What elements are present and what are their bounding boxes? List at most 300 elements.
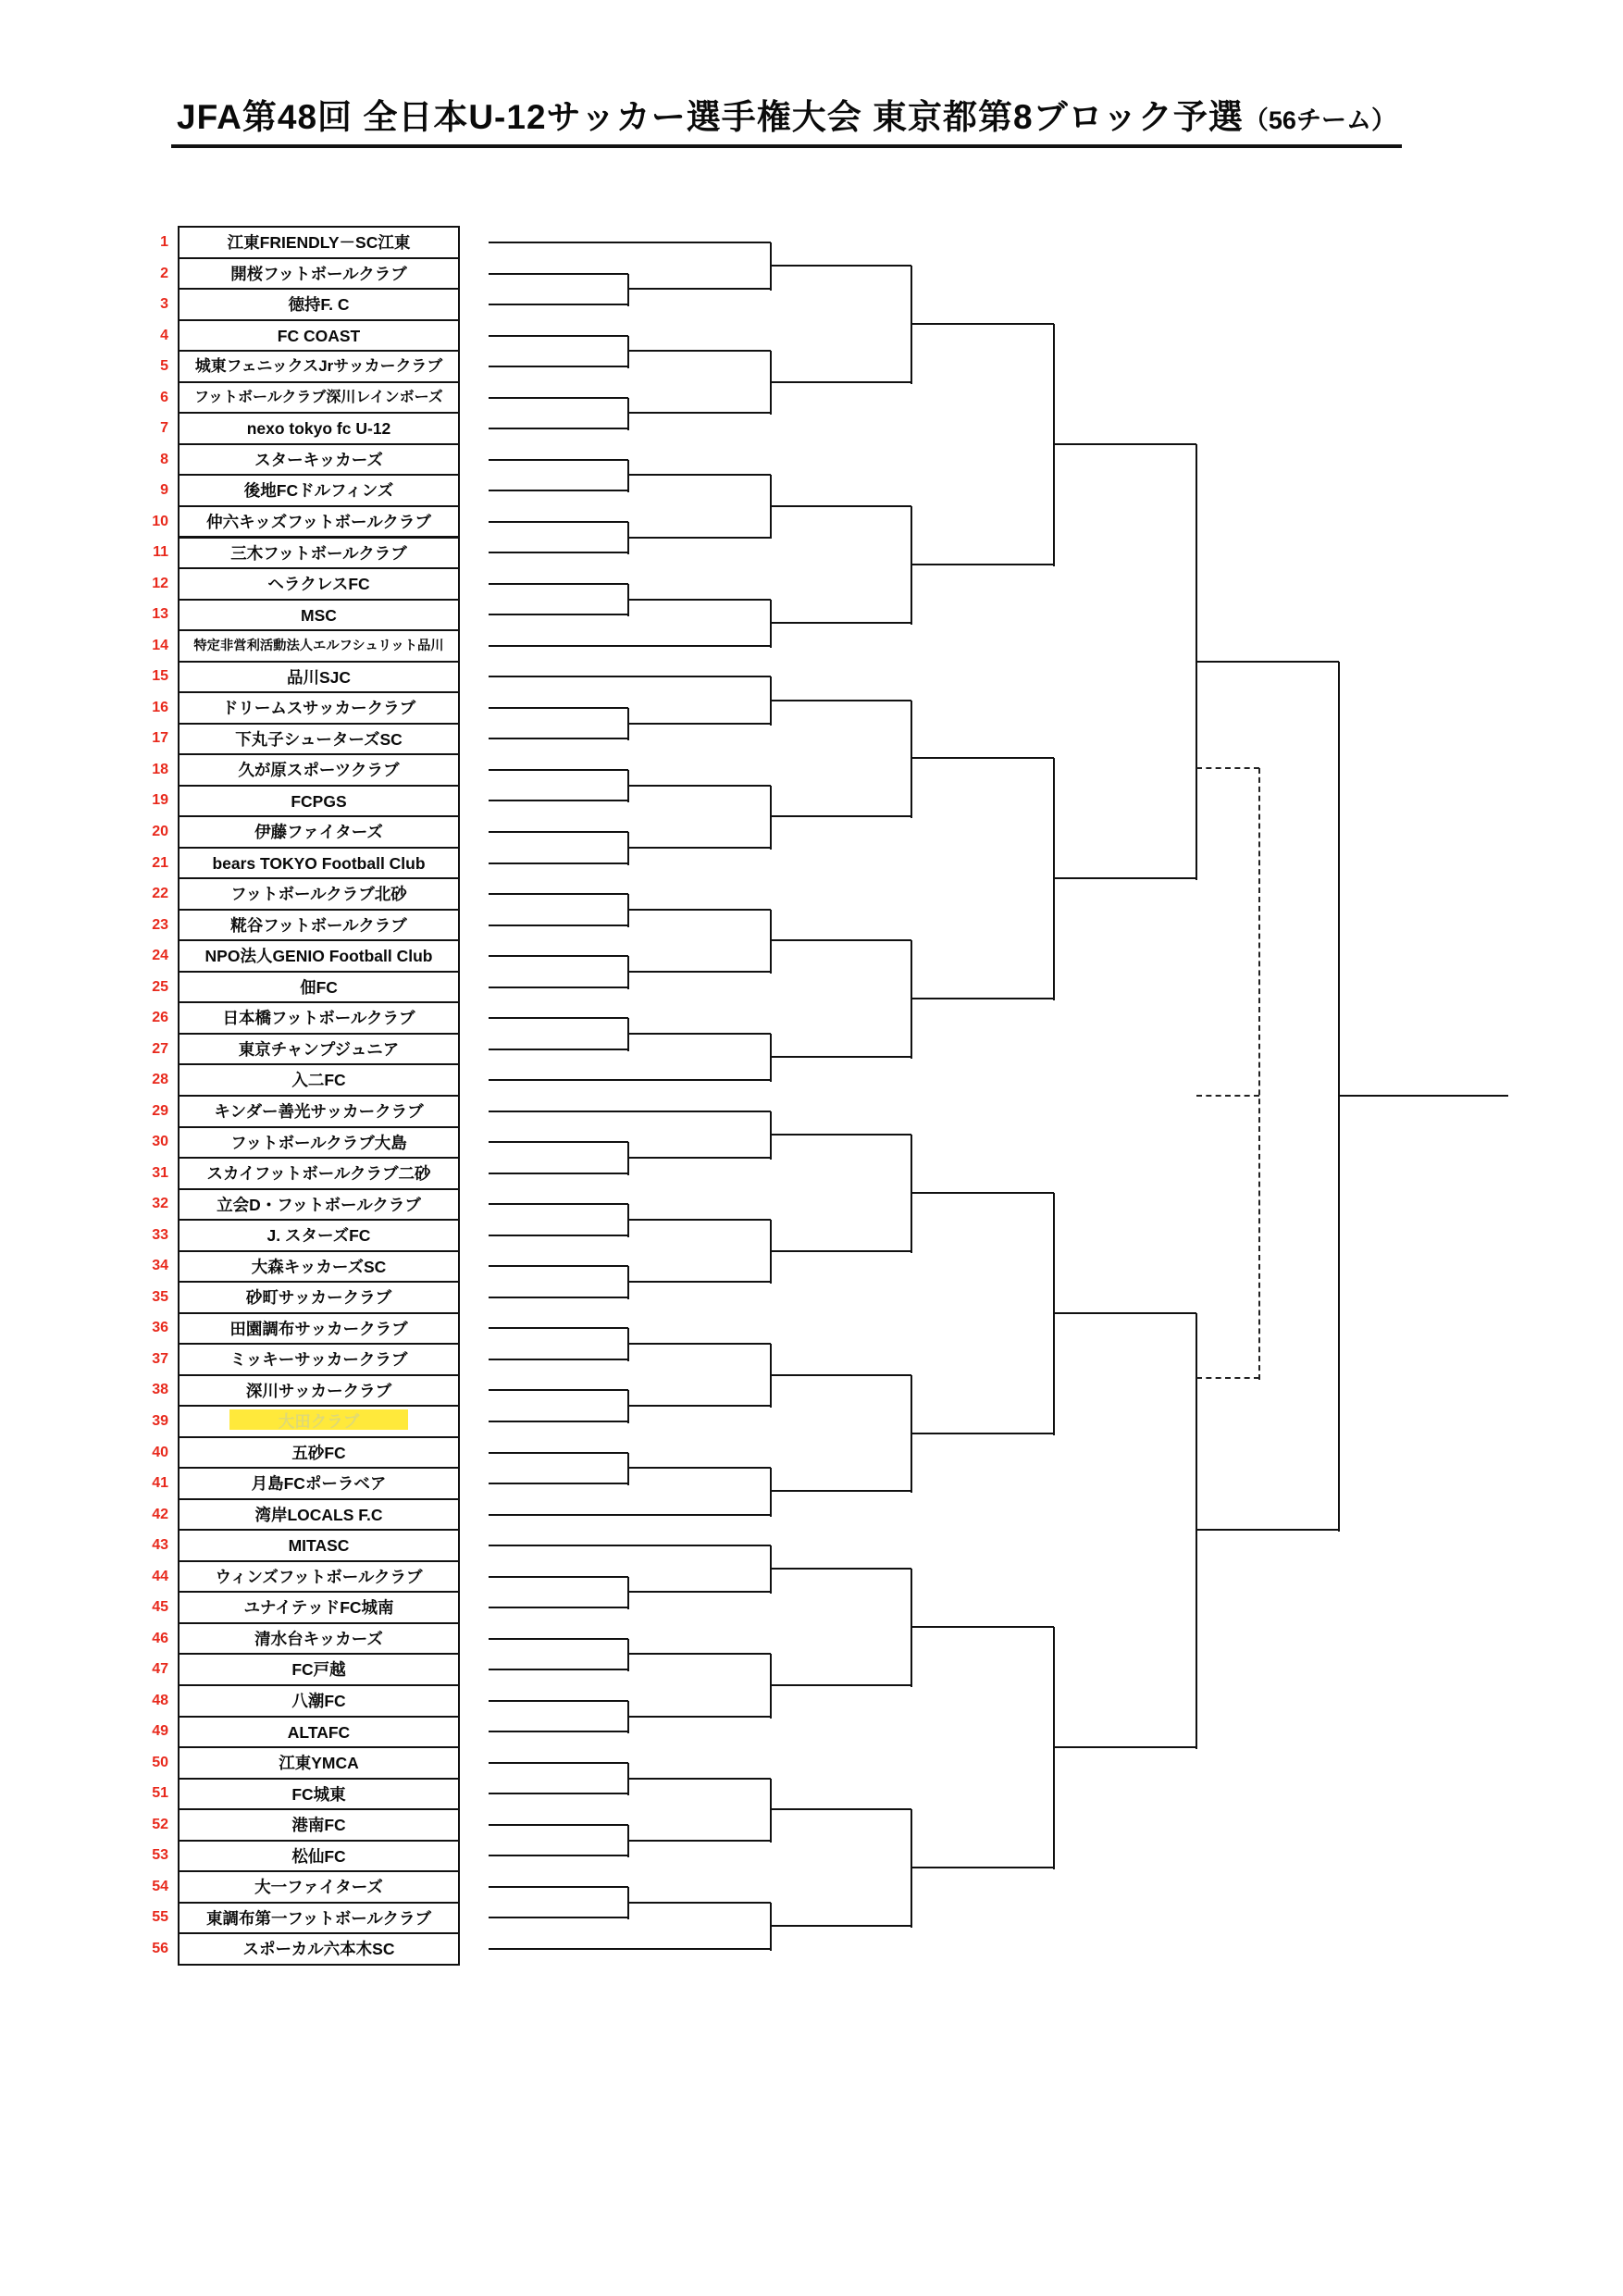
bracket-line-vertical bbox=[770, 786, 772, 850]
team-name: MSC bbox=[301, 605, 337, 625]
bracket-line-vertical bbox=[770, 910, 772, 974]
team-number: 46 bbox=[152, 1630, 168, 1646]
bracket-line-vertical bbox=[627, 1825, 629, 1858]
team-leaf-line bbox=[489, 1297, 628, 1298]
team-number: 53 bbox=[152, 1847, 168, 1864]
match-connector bbox=[911, 564, 1054, 565]
match-connector bbox=[771, 939, 911, 941]
team-number: 16 bbox=[152, 699, 168, 715]
team-leaf-line bbox=[489, 707, 628, 709]
team-number: 35 bbox=[152, 1288, 168, 1305]
team-leaf-line bbox=[489, 800, 628, 801]
team-number: 42 bbox=[152, 1506, 168, 1522]
team-leaf-line bbox=[489, 1235, 628, 1236]
team-leaf-line bbox=[489, 1389, 628, 1391]
bracket-line-vertical bbox=[770, 1545, 772, 1594]
team-number: 30 bbox=[152, 1134, 168, 1150]
match-connector bbox=[911, 1867, 1054, 1868]
team-number: 17 bbox=[152, 730, 168, 747]
team-box bbox=[178, 412, 460, 445]
team-box bbox=[178, 1374, 460, 1408]
team-name: J. スターズFC bbox=[266, 1226, 371, 1246]
team-name: ミッキーサッカークラブ bbox=[229, 1350, 408, 1370]
team-number: 50 bbox=[152, 1754, 168, 1770]
team-leaf-line bbox=[489, 1700, 628, 1702]
team-number: 12 bbox=[152, 575, 168, 591]
team-leaf-line-bye bbox=[489, 1514, 771, 1516]
team-name: 特定非営利活動法人エルフシュリット品川 bbox=[193, 639, 444, 654]
match-connector bbox=[911, 1626, 1054, 1628]
match-connector bbox=[911, 1192, 1054, 1194]
match-connector bbox=[628, 1157, 771, 1159]
team-name: FCPGS bbox=[291, 791, 347, 811]
team-box bbox=[178, 226, 460, 259]
team-leaf-line bbox=[489, 1855, 628, 1856]
team-number: 5 bbox=[160, 358, 168, 375]
bracket-line-vertical bbox=[911, 1375, 912, 1494]
team-leaf-line bbox=[489, 1731, 628, 1732]
team-leaf-line bbox=[489, 1017, 628, 1019]
team-name: MITASC bbox=[288, 1536, 350, 1556]
bracket-line-vertical bbox=[911, 266, 912, 384]
team-leaf-line-bye bbox=[489, 1079, 771, 1081]
bracket-line-vertical bbox=[1053, 1627, 1055, 1869]
match-connector bbox=[911, 323, 1054, 325]
team-leaf-line bbox=[489, 1421, 628, 1422]
team-name: フットボールクラブ北砂 bbox=[230, 885, 407, 904]
team-leaf-line bbox=[489, 1824, 628, 1826]
team-name: 入二FC bbox=[291, 1071, 346, 1090]
team-name: ALTAFC bbox=[287, 1722, 351, 1742]
team-box bbox=[178, 537, 460, 570]
team-leaf-line bbox=[489, 1917, 628, 1918]
team-name: 東調布第一フットボールクラブ bbox=[205, 1908, 432, 1928]
team-number: 29 bbox=[152, 1102, 168, 1119]
team-box bbox=[178, 815, 460, 849]
team-leaf-line bbox=[489, 552, 628, 553]
team-box bbox=[178, 909, 460, 942]
team-number: 45 bbox=[152, 1599, 168, 1616]
team-box bbox=[178, 1436, 460, 1470]
team-box bbox=[178, 1498, 460, 1532]
match-connector bbox=[628, 288, 771, 290]
team-leaf-line bbox=[489, 863, 628, 864]
team-box bbox=[178, 1529, 460, 1562]
match-connector bbox=[771, 1374, 911, 1376]
team-box bbox=[178, 505, 460, 539]
bracket-line-vertical bbox=[770, 1034, 772, 1082]
team-number: 23 bbox=[152, 916, 168, 933]
team-leaf-line-bye bbox=[489, 1948, 771, 1950]
bracket-line-vertical bbox=[627, 584, 629, 617]
team-name: 港南FC bbox=[291, 1816, 346, 1835]
team-name: 八潮FC bbox=[291, 1692, 346, 1710]
team-name: 大田クラブ bbox=[278, 1412, 360, 1432]
team-name: NPO法人GENIO Football Club bbox=[204, 947, 433, 966]
match-connector bbox=[628, 412, 771, 414]
bracket-line-vertical bbox=[770, 242, 772, 291]
bracket-line-vertical bbox=[911, 701, 912, 819]
team-leaf-line bbox=[489, 1607, 628, 1608]
team-name: 糀谷フットボールクラブ bbox=[230, 915, 407, 935]
team-box bbox=[178, 691, 460, 725]
team-name: 後地FCドルフィンズ bbox=[243, 481, 394, 501]
team-box bbox=[178, 1188, 460, 1222]
match-connector bbox=[771, 505, 911, 507]
bracket-line-vertical bbox=[627, 1266, 629, 1299]
team-box bbox=[178, 1219, 460, 1252]
team-box bbox=[178, 567, 460, 601]
team-box bbox=[178, 1281, 460, 1314]
team-name: キンダー善光サッカークラブ bbox=[214, 1101, 424, 1121]
team-box bbox=[178, 1250, 460, 1284]
team-leaf-line bbox=[489, 1483, 628, 1484]
team-box bbox=[178, 1560, 460, 1594]
team-box bbox=[178, 1001, 460, 1035]
team-name: 江東YMCA bbox=[279, 1754, 359, 1773]
match-connector bbox=[771, 1925, 911, 1927]
match-connector bbox=[628, 1902, 771, 1904]
team-box bbox=[178, 1467, 460, 1500]
playoff-dashed-line bbox=[1258, 768, 1260, 1380]
match-connector bbox=[1196, 661, 1339, 663]
team-box bbox=[178, 1033, 460, 1066]
match-connector bbox=[771, 1250, 911, 1252]
team-leaf-line bbox=[489, 614, 628, 615]
team-leaf-line bbox=[489, 335, 628, 337]
page-title-suffix: （56チーム） bbox=[1243, 106, 1396, 134]
team-number: 47 bbox=[152, 1661, 168, 1678]
page-title-underline bbox=[171, 89, 1402, 148]
team-name: 五砂FC bbox=[291, 1443, 346, 1462]
final-connector bbox=[1338, 662, 1340, 1533]
team-leaf-line bbox=[489, 769, 628, 771]
team-box bbox=[178, 1312, 460, 1346]
team-box bbox=[178, 257, 460, 291]
match-connector bbox=[628, 599, 771, 601]
team-name: 深川サッカークラブ bbox=[245, 1381, 392, 1400]
team-box bbox=[178, 1808, 460, 1842]
team-leaf-line bbox=[489, 397, 628, 399]
playoff-dashed-line bbox=[1196, 1095, 1259, 1097]
team-name: FC城東 bbox=[291, 1784, 346, 1804]
match-connector bbox=[628, 474, 771, 476]
team-name: 清水台キッカーズ bbox=[254, 1629, 383, 1648]
team-box bbox=[178, 1870, 460, 1904]
team-name: 松仙FC bbox=[291, 1846, 346, 1866]
team-leaf-line bbox=[489, 987, 628, 988]
team-name: 東京チャンプジュニア bbox=[238, 1039, 400, 1059]
team-name: スカイフットボールクラブ二砂 bbox=[206, 1164, 431, 1184]
team-number: 10 bbox=[152, 513, 168, 529]
team-name: 徳持F. C bbox=[288, 295, 350, 315]
bracket-line-vertical bbox=[770, 1468, 772, 1516]
team-box bbox=[178, 1653, 460, 1686]
champion-line bbox=[1339, 1095, 1508, 1097]
team-name: 久が原スポーツクラブ bbox=[238, 761, 400, 780]
team-number: 51 bbox=[152, 1785, 168, 1802]
page-title bbox=[0, 89, 1573, 148]
team-number: 54 bbox=[152, 1878, 168, 1894]
team-number: 20 bbox=[152, 824, 168, 839]
bracket-line-vertical bbox=[627, 1142, 629, 1175]
match-connector bbox=[628, 1591, 771, 1593]
team-leaf-line bbox=[489, 738, 628, 739]
team-number: 21 bbox=[152, 854, 168, 871]
match-connector bbox=[771, 1808, 911, 1810]
team-number: 39 bbox=[152, 1413, 168, 1430]
match-connector bbox=[911, 1433, 1054, 1434]
team-box bbox=[178, 1095, 460, 1128]
team-name: 砂町サッカークラブ bbox=[245, 1288, 392, 1308]
team-name: 日本橋フットボールクラブ bbox=[222, 1009, 415, 1028]
match-connector bbox=[628, 350, 771, 352]
team-box bbox=[178, 1716, 460, 1749]
team-name: スポーカル六本木SC bbox=[242, 1940, 395, 1959]
team-box bbox=[178, 1932, 460, 1966]
team-box bbox=[178, 1063, 460, 1097]
team-box bbox=[178, 1684, 460, 1718]
team-leaf-line bbox=[489, 1669, 628, 1670]
team-name: 大森キッカーズSC bbox=[251, 1257, 387, 1276]
team-name: フットボールクラブ深川レインボーズ bbox=[194, 389, 443, 405]
team-number: 11 bbox=[153, 544, 168, 561]
team-number: 43 bbox=[152, 1537, 168, 1554]
match-connector bbox=[628, 537, 771, 539]
match-connector bbox=[771, 1056, 911, 1058]
bracket-line-vertical bbox=[770, 1111, 772, 1160]
team-box bbox=[178, 1902, 460, 1935]
team-leaf-line bbox=[489, 1203, 628, 1205]
team-box bbox=[178, 288, 460, 321]
team-number: 4 bbox=[160, 327, 168, 343]
match-connector bbox=[911, 998, 1054, 999]
team-number: 15 bbox=[152, 668, 168, 685]
bracket-line-vertical bbox=[770, 1903, 772, 1951]
team-number: 41 bbox=[152, 1475, 168, 1492]
team-number: 18 bbox=[152, 761, 168, 777]
team-leaf-line bbox=[489, 1359, 628, 1360]
team-number: 22 bbox=[152, 886, 168, 902]
team-leaf-line bbox=[489, 1886, 628, 1888]
match-connector bbox=[628, 1281, 771, 1283]
bracket-line-vertical bbox=[911, 506, 912, 625]
match-connector bbox=[628, 1840, 771, 1842]
team-leaf-line bbox=[489, 831, 628, 833]
team-number: 8 bbox=[160, 451, 168, 467]
team-number: 36 bbox=[152, 1320, 168, 1336]
match-connector bbox=[628, 785, 771, 787]
team-number: 49 bbox=[152, 1723, 168, 1740]
team-number: 33 bbox=[152, 1226, 168, 1243]
match-connector bbox=[911, 757, 1054, 759]
team-leaf-line bbox=[489, 428, 628, 429]
team-box-highlighted bbox=[178, 1405, 460, 1438]
team-name: FC COAST bbox=[277, 326, 361, 345]
team-box bbox=[178, 381, 460, 415]
team-name: 田園調布サッカークラブ bbox=[229, 1319, 408, 1338]
team-box bbox=[178, 1778, 460, 1811]
team-box bbox=[178, 1343, 460, 1376]
team-leaf-line-bye bbox=[489, 676, 771, 677]
team-number: 3 bbox=[160, 296, 168, 313]
team-leaf-line bbox=[489, 1141, 628, 1143]
match-connector bbox=[628, 1219, 771, 1221]
team-name: 城東フェニックスJrサッカークラブ bbox=[194, 357, 443, 376]
team-leaf-line-bye bbox=[489, 1545, 771, 1546]
team-leaf-line bbox=[489, 893, 628, 895]
team-name: ユナイテッドFC城南 bbox=[243, 1598, 394, 1618]
team-leaf-line bbox=[489, 955, 628, 957]
team-box bbox=[178, 785, 460, 818]
match-connector bbox=[628, 1467, 771, 1469]
team-number: 48 bbox=[152, 1692, 168, 1708]
team-name: 伊藤ファイターズ bbox=[254, 823, 383, 842]
team-box bbox=[178, 661, 460, 694]
team-number: 34 bbox=[152, 1258, 168, 1274]
team-name: 三木フットボールクラブ bbox=[230, 543, 407, 563]
team-name: 月島FCポーラベア bbox=[251, 1474, 387, 1494]
bracket-line-vertical bbox=[627, 460, 629, 493]
team-number: 26 bbox=[152, 1010, 168, 1026]
match-connector bbox=[628, 1343, 771, 1345]
match-connector bbox=[1054, 1312, 1196, 1314]
team-name: 湾岸LOCALS F.C bbox=[254, 1505, 383, 1524]
team-number: 31 bbox=[152, 1164, 168, 1181]
team-leaf-line bbox=[489, 459, 628, 461]
team-box bbox=[178, 723, 460, 756]
team-leaf-line-bye bbox=[489, 1111, 771, 1112]
team-leaf-line bbox=[489, 304, 628, 305]
team-leaf-line bbox=[489, 583, 628, 585]
team-leaf-line bbox=[489, 1762, 628, 1764]
team-number: 52 bbox=[152, 1816, 168, 1832]
playoff-dashed-line bbox=[1196, 1377, 1259, 1379]
team-number: 32 bbox=[152, 1196, 168, 1212]
team-leaf-line bbox=[489, 521, 628, 523]
team-number: 55 bbox=[152, 1909, 168, 1926]
team-name: 佃FC bbox=[300, 977, 338, 997]
match-connector bbox=[771, 700, 911, 701]
team-box bbox=[178, 1157, 460, 1190]
team-name: 江東FRIENDLY－SC江東 bbox=[227, 233, 411, 253]
match-connector bbox=[771, 1490, 911, 1492]
team-leaf-line-bye bbox=[489, 645, 771, 647]
match-connector bbox=[1054, 1746, 1196, 1748]
page-title-main: JFA第48回 全日本U-12サッカー選手権大会 東京都第8ブロック予選 bbox=[177, 98, 1244, 136]
team-leaf-line bbox=[489, 1265, 628, 1267]
team-number: 56 bbox=[152, 1940, 168, 1956]
match-connector bbox=[628, 1653, 771, 1655]
match-connector bbox=[628, 1405, 771, 1407]
team-leaf-line bbox=[489, 1793, 628, 1794]
bracket-line-vertical bbox=[911, 1809, 912, 1928]
team-name: フットボールクラブ大島 bbox=[230, 1133, 407, 1152]
bracket-line-vertical bbox=[1196, 444, 1197, 880]
bracket-line-vertical bbox=[911, 1135, 912, 1253]
match-connector bbox=[628, 909, 771, 911]
team-number: 2 bbox=[160, 265, 168, 281]
match-connector bbox=[771, 622, 911, 624]
team-box bbox=[178, 443, 460, 477]
team-leaf-line bbox=[489, 1049, 628, 1050]
playoff-dashed-line bbox=[1196, 767, 1259, 769]
match-connector bbox=[771, 1134, 911, 1136]
team-number: 38 bbox=[152, 1382, 168, 1398]
match-connector bbox=[628, 847, 771, 849]
team-box bbox=[178, 350, 460, 383]
team-name: FC戸越 bbox=[291, 1660, 346, 1680]
team-number: 27 bbox=[152, 1040, 168, 1057]
team-number: 9 bbox=[160, 482, 168, 499]
match-connector bbox=[771, 815, 911, 817]
team-box bbox=[178, 877, 460, 911]
team-name: bears TOKYO Football Club bbox=[212, 853, 426, 873]
team-number: 14 bbox=[152, 637, 168, 653]
match-connector bbox=[628, 1778, 771, 1780]
team-leaf-line bbox=[489, 1173, 628, 1174]
team-box bbox=[178, 1622, 460, 1656]
team-box bbox=[178, 1746, 460, 1780]
match-connector bbox=[1054, 443, 1196, 445]
match-connector bbox=[628, 1716, 771, 1718]
team-name: ドリームスサッカークラブ bbox=[221, 699, 416, 718]
team-name: ウィンズフットボールクラブ bbox=[215, 1567, 423, 1586]
team-name: nexo tokyo fc U-12 bbox=[246, 419, 391, 439]
team-number: 24 bbox=[152, 948, 168, 964]
team-box bbox=[178, 939, 460, 973]
team-box bbox=[178, 971, 460, 1004]
match-connector bbox=[771, 1684, 911, 1686]
team-number: 28 bbox=[152, 1072, 168, 1088]
bracket-line-vertical bbox=[770, 676, 772, 725]
team-name: 立会D・フットボールクラブ bbox=[217, 1195, 421, 1214]
team-box bbox=[178, 474, 460, 507]
team-name: 仲六キッズフットボールクラブ bbox=[206, 512, 431, 531]
team-leaf-line-bye bbox=[489, 242, 771, 243]
team-box bbox=[178, 753, 460, 787]
team-name: スターキッカーズ bbox=[254, 450, 383, 469]
match-connector bbox=[1054, 877, 1196, 879]
team-leaf-line bbox=[489, 273, 628, 275]
match-connector bbox=[771, 265, 911, 267]
team-leaf-line bbox=[489, 1576, 628, 1578]
team-number: 6 bbox=[160, 389, 168, 405]
team-leaf-line bbox=[489, 1327, 628, 1329]
match-connector bbox=[771, 1568, 911, 1570]
team-name: 下丸子シューターズSC bbox=[235, 729, 403, 749]
team-box bbox=[178, 319, 460, 353]
team-number: 7 bbox=[160, 420, 168, 437]
team-number: 37 bbox=[152, 1350, 168, 1367]
team-leaf-line bbox=[489, 925, 628, 926]
team-box bbox=[178, 847, 460, 880]
team-number: 1 bbox=[160, 234, 168, 250]
team-box bbox=[178, 1591, 460, 1624]
team-number: 44 bbox=[152, 1568, 168, 1584]
team-leaf-line bbox=[489, 490, 628, 491]
bracket-line-vertical bbox=[770, 351, 772, 415]
team-box bbox=[178, 599, 460, 632]
team-name: ヘラクレスFC bbox=[267, 575, 370, 594]
team-number: 19 bbox=[152, 792, 168, 809]
match-connector bbox=[1196, 1529, 1339, 1531]
team-leaf-line bbox=[489, 366, 628, 367]
match-connector bbox=[628, 1033, 771, 1035]
team-name: 大一ファイターズ bbox=[254, 1878, 383, 1897]
team-name: 品川SJC bbox=[286, 667, 352, 687]
team-leaf-line bbox=[489, 1452, 628, 1454]
